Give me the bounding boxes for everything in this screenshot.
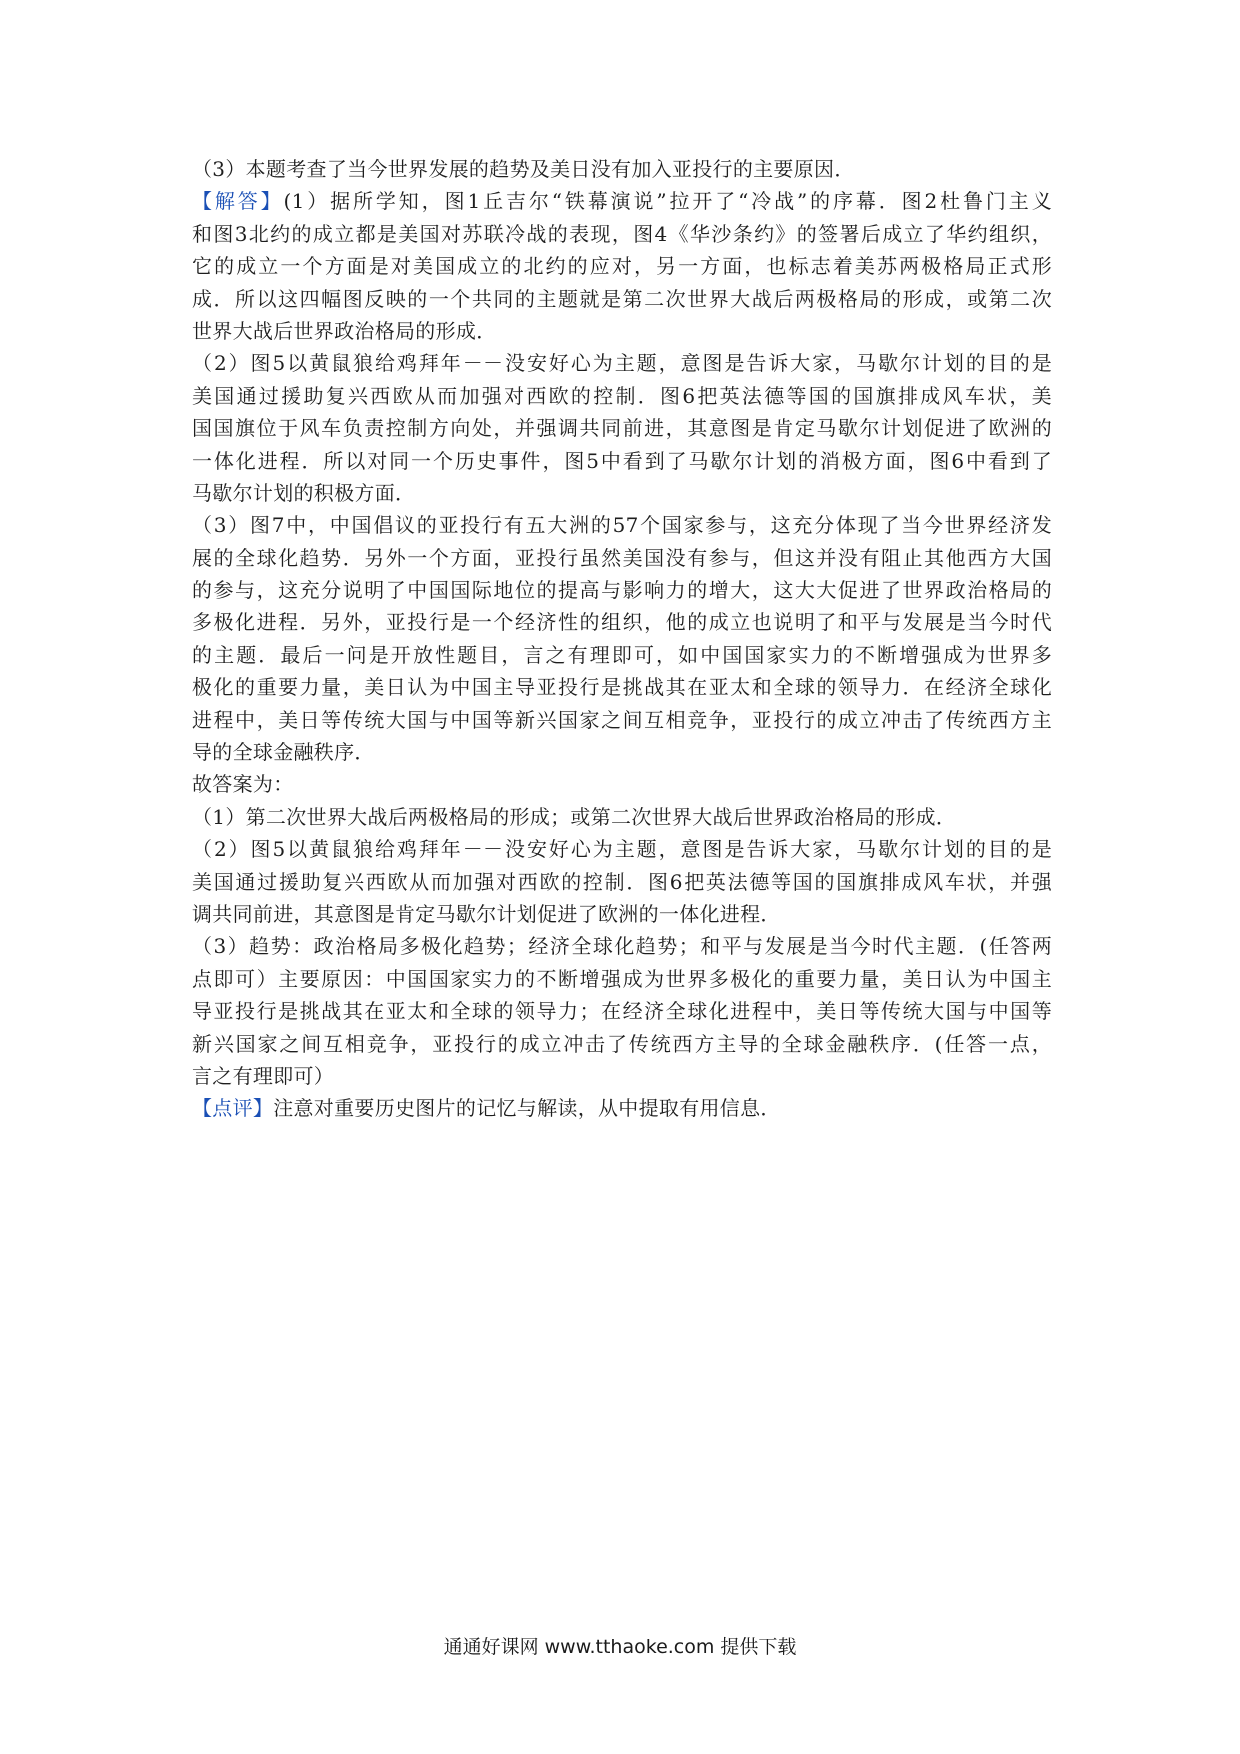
text-line (192, 542, 1052, 574)
text-line (192, 347, 1052, 379)
text-line (192, 380, 1052, 412)
line-text: 成．所以这四幅图反映的一个共同的主题就是第二次世界大战后两极格局的形成，或第二次 (192, 286, 1052, 311)
text-line (192, 930, 1052, 962)
comment-tag: 【点评】 (192, 1096, 274, 1121)
line-text: 马歇尔计划的积极方面． (192, 480, 416, 505)
line-text: 美国通过援助复兴西欧从而加强对西欧的控制．图6把英法德等国的国旗排成风车状，并强 (192, 869, 1052, 894)
line-text: 点即可）主要原因：中国国家实力的不断增强成为世界多极化的重要力量，美日认为中国主 (192, 966, 1052, 991)
answer-tag: 【解答】 (192, 189, 284, 214)
document-body (192, 153, 1052, 1125)
line-text: 新兴国家之间互相竞争，亚投行的成立冲击了传统西方主导的全球金融秩序．(任答一点， (192, 1031, 1052, 1056)
text-line (192, 639, 1052, 671)
line-text: （3）趋势：政治格局多极化趋势；经济全球化趋势；和平与发展是当今时代主题．(任答两 (192, 934, 1052, 959)
text-line (192, 898, 1052, 930)
text-line (192, 250, 1052, 282)
text-line (192, 736, 1052, 768)
text-line (192, 218, 1052, 250)
text-line (192, 995, 1052, 1027)
text-line (192, 606, 1052, 638)
text-line (192, 1028, 1052, 1060)
text-line (192, 315, 1052, 347)
text-line (192, 704, 1052, 736)
text-line (192, 963, 1052, 995)
text-line (192, 509, 1052, 541)
line-text: 国国旗位于风车负责控制方向处，并强调共同前进，其意图是肯定马歇尔计划促进了欧洲的 (192, 416, 1052, 441)
line-text: 美国通过援助复兴西欧从而加强对西欧的控制．图6把英法德等国的国旗排成风车状，美 (192, 383, 1052, 408)
text-line (192, 768, 1052, 800)
line-text: 的主题．最后一问是开放性题目，言之有理即可，如中国国家实力的不断增强成为世界多 (192, 642, 1052, 667)
line-text: 它的成立一个方面是对美国成立的北约的应对，另一方面，也标志着美苏两极格局正式形 (192, 254, 1052, 279)
text-line (192, 801, 1052, 833)
text-line (192, 283, 1052, 315)
line-text: （1）第二次世界大战后两极格局的形成；或第二次世界大战后世界政治格局的形成． (192, 804, 957, 829)
text-line (192, 477, 1052, 509)
line-text: （3）本题考查了当今世界发展的趋势及美日没有加入亚投行的主要原因． (192, 157, 855, 181)
text-line (192, 412, 1052, 444)
line-text: 世界大战后世界政治格局的形成． (192, 318, 497, 343)
text-line (192, 185, 1052, 217)
text-line (192, 1060, 1052, 1092)
line-text: (1）据所学知，图1丘吉尔“铁幕演说”拉开了“冷战”的序幕．图2杜鲁门主义 (283, 189, 1052, 214)
text-line (192, 671, 1052, 703)
page-footer: 通通好课网 www.tthaoke.com 提供下载 (443, 1636, 797, 1658)
line-text: 注意对重要历史图片的记忆与解读，从中提取有用信息． (273, 1096, 781, 1121)
text-line (192, 866, 1052, 898)
line-text: 极化的重要力量，美日认为中国主导亚投行是挑战其在亚太和全球的领导力．在经济全球化 (192, 675, 1052, 700)
line-text: 一体化进程．所以对同一个历史事件，图5中看到了马歇尔计划的消极方面，图6中看到了 (192, 448, 1052, 473)
line-text: （3）图7中，中国倡议的亚投行有五大洲的57个国家参与，这充分体现了当今世界经济发 (192, 513, 1052, 538)
line-text: 进程中，美日等传统大国与中国等新兴国家之间互相竞争，亚投行的成立冲击了传统西方主 (192, 707, 1052, 732)
text-line (192, 153, 1052, 185)
text-line (192, 445, 1052, 477)
line-text: （2）图5以黄鼠狼给鸡拜年－－没安好心为主题，意图是告诉大家，马歇尔计划的目的是 (192, 837, 1052, 862)
line-text: 的参与，这充分说明了中国国际地位的提高与影响力的增大，这大大促进了世界政治格局的 (192, 578, 1052, 603)
text-line (192, 833, 1052, 865)
line-text: 言之有理即可） (192, 1063, 335, 1088)
line-text: 导的全球金融秩序． (192, 740, 375, 765)
line-text: 多极化进程．另外，亚投行是一个经济性的组织，他的成立也说明了和平与发展是当今时代 (192, 610, 1052, 635)
line-text: 导亚投行是挑战其在亚太和全球的领导力；在经济全球化进程中，美日等传统大国与中国等 (192, 999, 1052, 1024)
text-line (192, 574, 1052, 606)
line-text: 故答案为： (192, 772, 294, 797)
line-text: 和图3北约的成立都是美国对苏联冷战的表现，图4《华沙条约》的签署后成立了华约组织， (192, 221, 1052, 246)
line-text: （2）图5以黄鼠狼给鸡拜年－－没安好心为主题，意图是告诉大家，马歇尔计划的目的是 (192, 351, 1052, 376)
text-line (192, 1092, 1052, 1124)
line-text: 调共同前进，其意图是肯定马歇尔计划促进了欧洲的一体化进程． (192, 901, 781, 926)
line-text: 展的全球化趋势．另外一个方面，亚投行虽然美国没有参与，但这并没有阻止其他西方大国 (192, 545, 1052, 570)
